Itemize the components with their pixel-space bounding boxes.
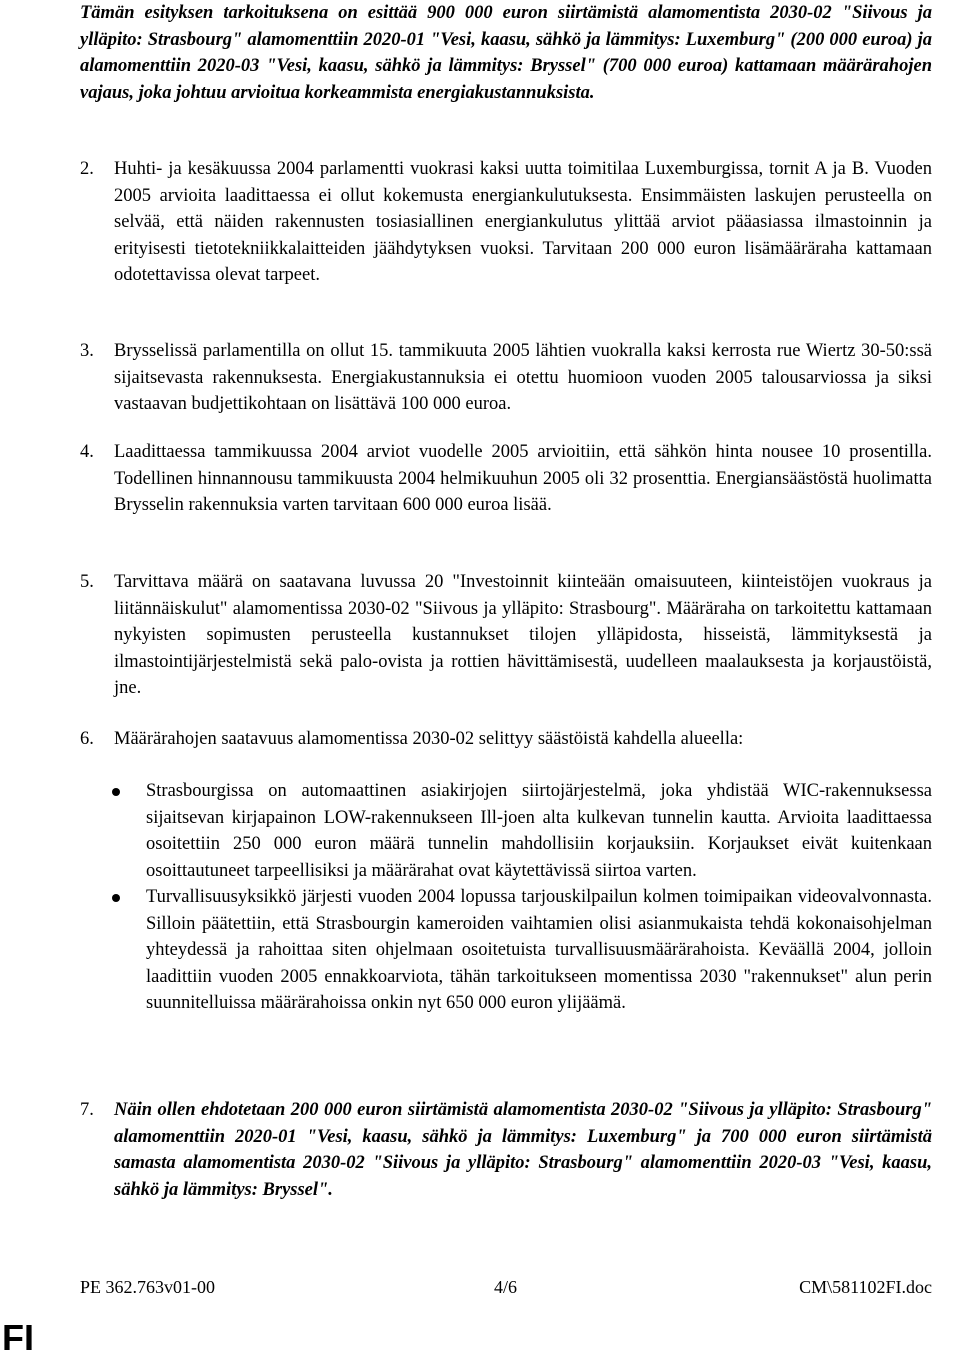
bullet-item bbox=[80, 884, 932, 1017]
bullet-text: Turvallisuusyksikkö järjesti vuoden 2004 lopussa tarjouskilpailun kolmen toimipaikan videovalvonnasta. Silloin päätettiin, että Strasbourgin kameroiden vaihtamien olisi asianmukaista tehdä kokonaisohjelman yhteydessä ja rahoittaa siten ohjelmaan osoitetuista turvallisuusmäärärahoista. Keväällä 2004, jolloin laadittiin vuoden 2005 ennakkoarviota, tähän tarkoitukseen momentissa 2030 "rakennukset" alun perin suunnitelluissa määrärahoissa onkin nyt 650 000 euron ylijäämä. bbox=[146, 887, 932, 1013]
paragraph-number: 5. bbox=[80, 572, 94, 592]
page-footer bbox=[80, 1276, 932, 1298]
paragraph-7 bbox=[80, 1097, 932, 1203]
paragraph-number: 4. bbox=[80, 442, 94, 462]
page-number: 4/6 bbox=[494, 1277, 518, 1297]
paragraph-5 bbox=[80, 569, 932, 702]
savings-bullet-list bbox=[80, 778, 932, 1017]
paragraph-text: Laadittaessa tammikuussa 2004 arviot vuodelle 2005 arvioitiin, että sähkön hinta nousee 10 prosentilla. Todellinen hinnannousu tammikuusta 2004 helmikuuhun 2005 oli 32 prosenttia. Energiansäästöstä huolimatta Brysselin rakennuksia varten tarvitaan 600 000 euroa lisää. bbox=[114, 442, 932, 515]
bullet-dot-icon bbox=[112, 894, 120, 902]
paragraph-number: 7. bbox=[80, 1100, 94, 1120]
paragraph-2 bbox=[80, 156, 932, 289]
document-reference: PE 362.763v01-00 bbox=[80, 1277, 215, 1297]
paragraph-text: Tarvittava määrä on saatavana luvussa 20 "Investoinnit kiinteään omaisuuteen, kiinteistöjen vuokraus ja liitännäiskulut" alamomentissa 2030-02 "Siivous ja ylläpito: Strasbourg". Määräraha on tarkoitettu kattamaan nykyisten sopimusten perusteella kustannukset tilojen ylläpidosta, hisseistä, lämmityksestä ja ilmastointijärjestelmistä sekä palo-ovista ja rottien hävittämisestä, uudelleen maalauksesta ja korjaustöistä, jne. bbox=[114, 572, 932, 698]
paragraph-text: Huhti- ja kesäkuussa 2004 parlamentti vuokrasi kaksi uutta toimitilaa Luxemburgissa, tornit A ja B. Vuoden 2005 arvioita laadittaessa ei ollut kokemusta energiankulutuksesta. Ensimmäisten laskujen perusteella on selvää, että näiden rakennusten tosiasiallinen energiankulutus ylittää arviot pääasiassa ilmastoinnin ja erityisesti tietotekniikkalaitteiden jäähdytyksen vuoksi. Tarvitaan 200 000 euron lisämääräraha kattamaan odotettavissa olevat tarpeet. bbox=[114, 159, 932, 285]
language-code: FI bbox=[2, 1317, 34, 1358]
bullet-text: Strasbourgissa on automaattinen asiakirjojen siirtojärjestelmä, joka yhdistää WIC-rakennuksessa sijaitsevan kirjapainon LOW-rakennukseen Ill-joen alta kulkevan tunnelin kautta. Arvioita laadittaessa osoitettiin 250 000 euron määrä tunnelin mahdollisiin korjauksiin. Korjaukset eivät kuitenkaan osoittautuneet tarpeellisiksi ja määrärahat ovat käytettävissä siirtoa varten. bbox=[146, 781, 932, 881]
bullet-dot-icon bbox=[112, 788, 120, 796]
paragraph-number: 3. bbox=[80, 341, 94, 361]
intro-paragraph: Tämän esityksen tarkoituksena on esittää 900 000 euron siirtämistä alamomentista 2030-02 "Siivous ja ylläpito: Strasbourg" alamomenttiin 2020-01 "Vesi, kaasu, sähkö ja lämmitys: Luxemburg" (200 000 euroa) ja alamomenttiin 2020-03 "Vesi, kaasu, sähkö ja lämmitys: Bryssel" (700 000 euroa) kattamaan määrärahojen vajaus, joka johtuu arvioitua korkeammista energiakustannuksista. bbox=[80, 3, 932, 103]
paragraph-text: Määrärahojen saatavuus alamomentissa 2030-02 selittyy säästöistä kahdella alueella: bbox=[114, 729, 744, 749]
paragraph-text: Näin ollen ehdotetaan 200 000 euron siirtämistä alamomentista 2030-02 "Siivous ja ylläpito: Strasbourg" alamomenttiin 2020-01 "Vesi, kaasu, sähkö ja lämmitys: Luxemburg" ja 700 000 euron siirtämistä samasta alamomentista 2030-02 "Siivous ja ylläpito: Strasbourg" alamomenttiin 2020-03 "Vesi, kaasu, sähkö ja lämmitys: Bryssel". bbox=[114, 1100, 932, 1200]
document-filename: CM\581102FI.doc bbox=[799, 1277, 932, 1297]
paragraph-6 bbox=[80, 726, 932, 753]
paragraph-text: Brysselissä parlamentilla on ollut 15. tammikuuta 2005 lähtien vuokralla kaksi kerrosta rue Wiertz 30-50:ssä sijaitsevasta rakennuksesta. Energiakustannuksia ei otettu huomioon vuoden 2005 talousarviossa ja siksi vastaavan budjettikohtaan on lisättävä 100 000 euroa. bbox=[114, 341, 932, 414]
paragraph-4 bbox=[80, 439, 932, 519]
bullet-item bbox=[80, 778, 932, 884]
paragraph-3 bbox=[80, 338, 932, 418]
paragraph-number: 6. bbox=[80, 729, 94, 749]
paragraph-number: 2. bbox=[80, 159, 94, 179]
